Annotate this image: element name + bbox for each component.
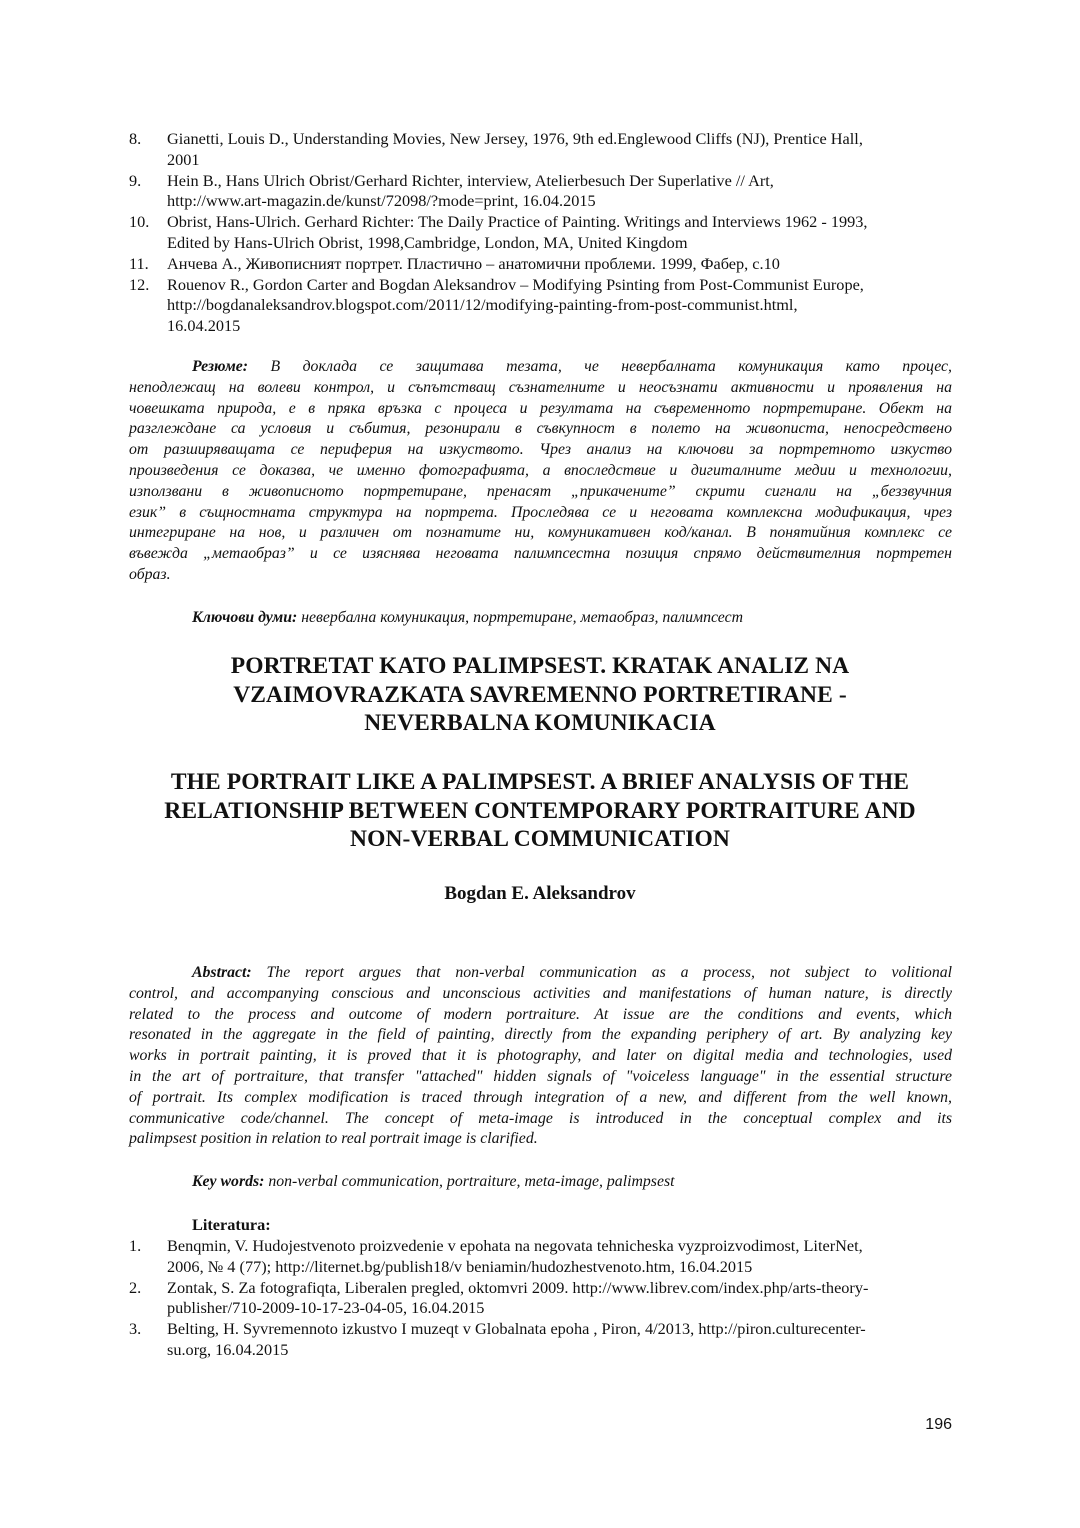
title-line: NON-VERBAL COMMUNICATION [350,826,730,852]
abstract-line: related to the process and outcome of modern portraiture. At issue are the conditions and events, which [129,1005,952,1023]
reference-number: 11. [129,253,149,273]
abstract-label: Abstract: [192,964,252,981]
reference-item [129,212,953,254]
title-bg-transliterated [100,652,980,738]
keywords-en [192,1173,675,1191]
reference-item [129,1278,953,1320]
summary-line: използвани в живописното портретиране, пренасят „прикачените” скрити сигнали на „беззвучния [129,482,952,500]
author-name: Bogdan E. Aleksandrov [444,883,636,904]
abstract-line: communicative code/channel. The concept of meta-image is introduced in the conceptual complex and its [129,1109,952,1127]
abstract-line: control, and accompanying conscious and unconscious activities and manifestations of human nature, is directly [129,984,952,1002]
reference-text: 16.04.2015 [167,316,241,336]
title-en [100,768,980,854]
title-line: RELATIONSHIP BETWEEN CONTEMPORARY PORTRAITURE AND [164,797,916,824]
abstract-line: resonated in the aggregate in the field of painting, directly from the expanding periphery of art. By analyzing key [129,1026,952,1044]
reference-link[interactable]: 2006, № 4 (77); http://liternet.bg/publish18/v beniamin/hudozhestvenoto.htm, 16.04.2015 [167,1256,753,1276]
title-line: VZAIMOVRAZKATA SAVREMENNO PORTRETIRANE - [233,681,847,708]
abstract-line: works in portrait painting, it is proved that it is photography, and later on digital media and technologies, used [129,1047,952,1065]
keywords-label: Key words: [192,1173,265,1190]
reference-text: Benqmin, V. Hudojestvenoto proizvedenie v epohata na negovata tehnicheska vyzproizvodimost, LiterNet, [167,1236,863,1255]
abstract-line: Abstract: The report argues that non-verbal communication as a process, not subject to volitional [192,964,952,981]
abstract-line: in the art of portraiture, that transfer "attached" hidden signals of "voiceless language" in the essential structure [129,1067,952,1085]
keywords-label: Ключови думи: [192,609,298,626]
reference-number: 12. [129,274,150,294]
reference-text: Анчева А., Живописният портрет. Пластично – анатомични проблеми. 1999, Фабер, с.10 [167,253,780,273]
reference-item [129,275,953,337]
reference-text: Gianetti, Louis D., Understanding Movies, New Jersey, 1976, 9th ed.Englewood Cliffs (NJ), Prentice Hall, [167,129,863,148]
keywords-text: non-verbal communication, portraiture, meta-image, palimpsest [268,1173,675,1190]
title-line: PORTRETAT KATO PALIMPSEST. KRATAK ANALIZ NA [230,653,850,679]
title-line: THE PORTRAIT LIKE A PALIMPSEST. A BRIEF ANALYSIS OF THE [170,769,910,795]
keywords-text: невербална комуникация, портретиране, метаобраз, палимпсест [301,609,743,626]
reference-text: Edited by Hans-Ulrich Obrist, 1998,Cambridge, London, MA, United Kingdom [167,232,688,252]
literature-heading: Literatura: [192,1215,271,1234]
summary-line: неподлежащ на волеви контрол, и съпътстващ съзнателните и неосъзнати активности и проявления на [129,378,952,396]
reference-link[interactable]: su.org, 16.04.2015 [167,1339,289,1359]
reference-link[interactable]: Zontak, S. Za fotografiqta, Liberalen pregled, oktomvri 2009. http://www.librev.com/index.php/arts-theory- [167,1277,869,1297]
reference-number: 10. [129,212,150,232]
reference-item [129,1236,953,1278]
reference-number: 1. [129,1236,142,1255]
reference-text: Rouenov R., Gordon Carter and Bogdan Aleksandrov – Modifying Psinting from Post-Communist Europe, [167,274,864,294]
reference-item [129,254,953,275]
summary-line: въвежда „метаобраз” и се изяснява неговата палимпсестна позиция спрямо действителния портретен [129,545,952,563]
reference-text: Hein B., Hans Ulrich Obrist/Gerhard Richter, interview, Atelierbesuch Der Superlative // Art, [167,170,774,190]
reference-link[interactable]: Belting, H. Syvremennoto izkustvo I muzeqt v Globalnata epoha , Piron, 4/2013, http://piron.culturecenter- [167,1319,866,1339]
summary-bg [129,357,952,586]
reference-text: Obrist, Hans-Ulrich. Gerhard Richter: The Daily Practice of Painting. Writings and Interviews 1962 - 1993, [167,212,868,232]
abstract-en [129,963,952,1150]
reference-item [129,171,953,213]
reference-number: 2. [129,1277,142,1297]
summary-label: Резюме: [192,358,249,375]
summary-line: произведения се доказва, че именно фотографията, а впоследствие и дигиталните медии и технологии, [129,461,952,479]
reference-text: 2001 [167,149,200,169]
reference-link[interactable]: http://www.art-magazin.de/kunst/72098/?mode=print, 16.04.2015 [167,191,596,211]
reference-number: 3. [129,1319,142,1339]
reference-link[interactable]: http://bogdanaleksandrov.blogspot.com/2011/12/modifying-painting-from-post-communist.html, [167,295,798,315]
summary-line: от разширяващата се периферия на изкуството. Чрез анализ на ключови за портретното изкуство [129,441,952,459]
reference-item [129,1319,953,1361]
page-number: 196 [925,1416,952,1433]
title-line: NEVERBALNA KOMUNIKACIA [364,710,716,736]
summary-line: човешката природа, е в пряка връзка с процеса и резултата на съвременното портретиране. Обект на [129,399,952,417]
abstract-line: palimpsest position in relation to real portrait image is clarified. [129,1130,538,1148]
summary-line: интегриране на нов, и различен от познатите ни, комуникативен код/канал. В понятийния комплекс се [129,524,952,542]
reference-list-top [129,129,953,337]
reference-number: 8. [129,129,142,148]
summary-line: образ. [129,565,171,583]
reference-number: 9. [129,170,142,190]
reference-list-bottom [129,1236,953,1361]
abstract-line: of portrait. Its complex modification is traced through integration of a new, and different from the well known, [129,1088,952,1106]
reference-link[interactable]: publisher/710-2009-10-17-23-04-05, 16.04.2015 [167,1298,485,1318]
summary-line: Резюме: В доклада се защитава тезата, че невербалната комуникация като процес, [192,358,952,375]
reference-item [129,129,953,171]
summary-line: разглеждане са условия и събития, резонирали в съвкупност в полето на живописта, непосредствено [129,420,952,438]
summary-line: език” в същностната структура на портрета. Проследява се и неговата комплексна модификация, чрез [129,503,952,521]
keywords-bg [192,609,743,627]
